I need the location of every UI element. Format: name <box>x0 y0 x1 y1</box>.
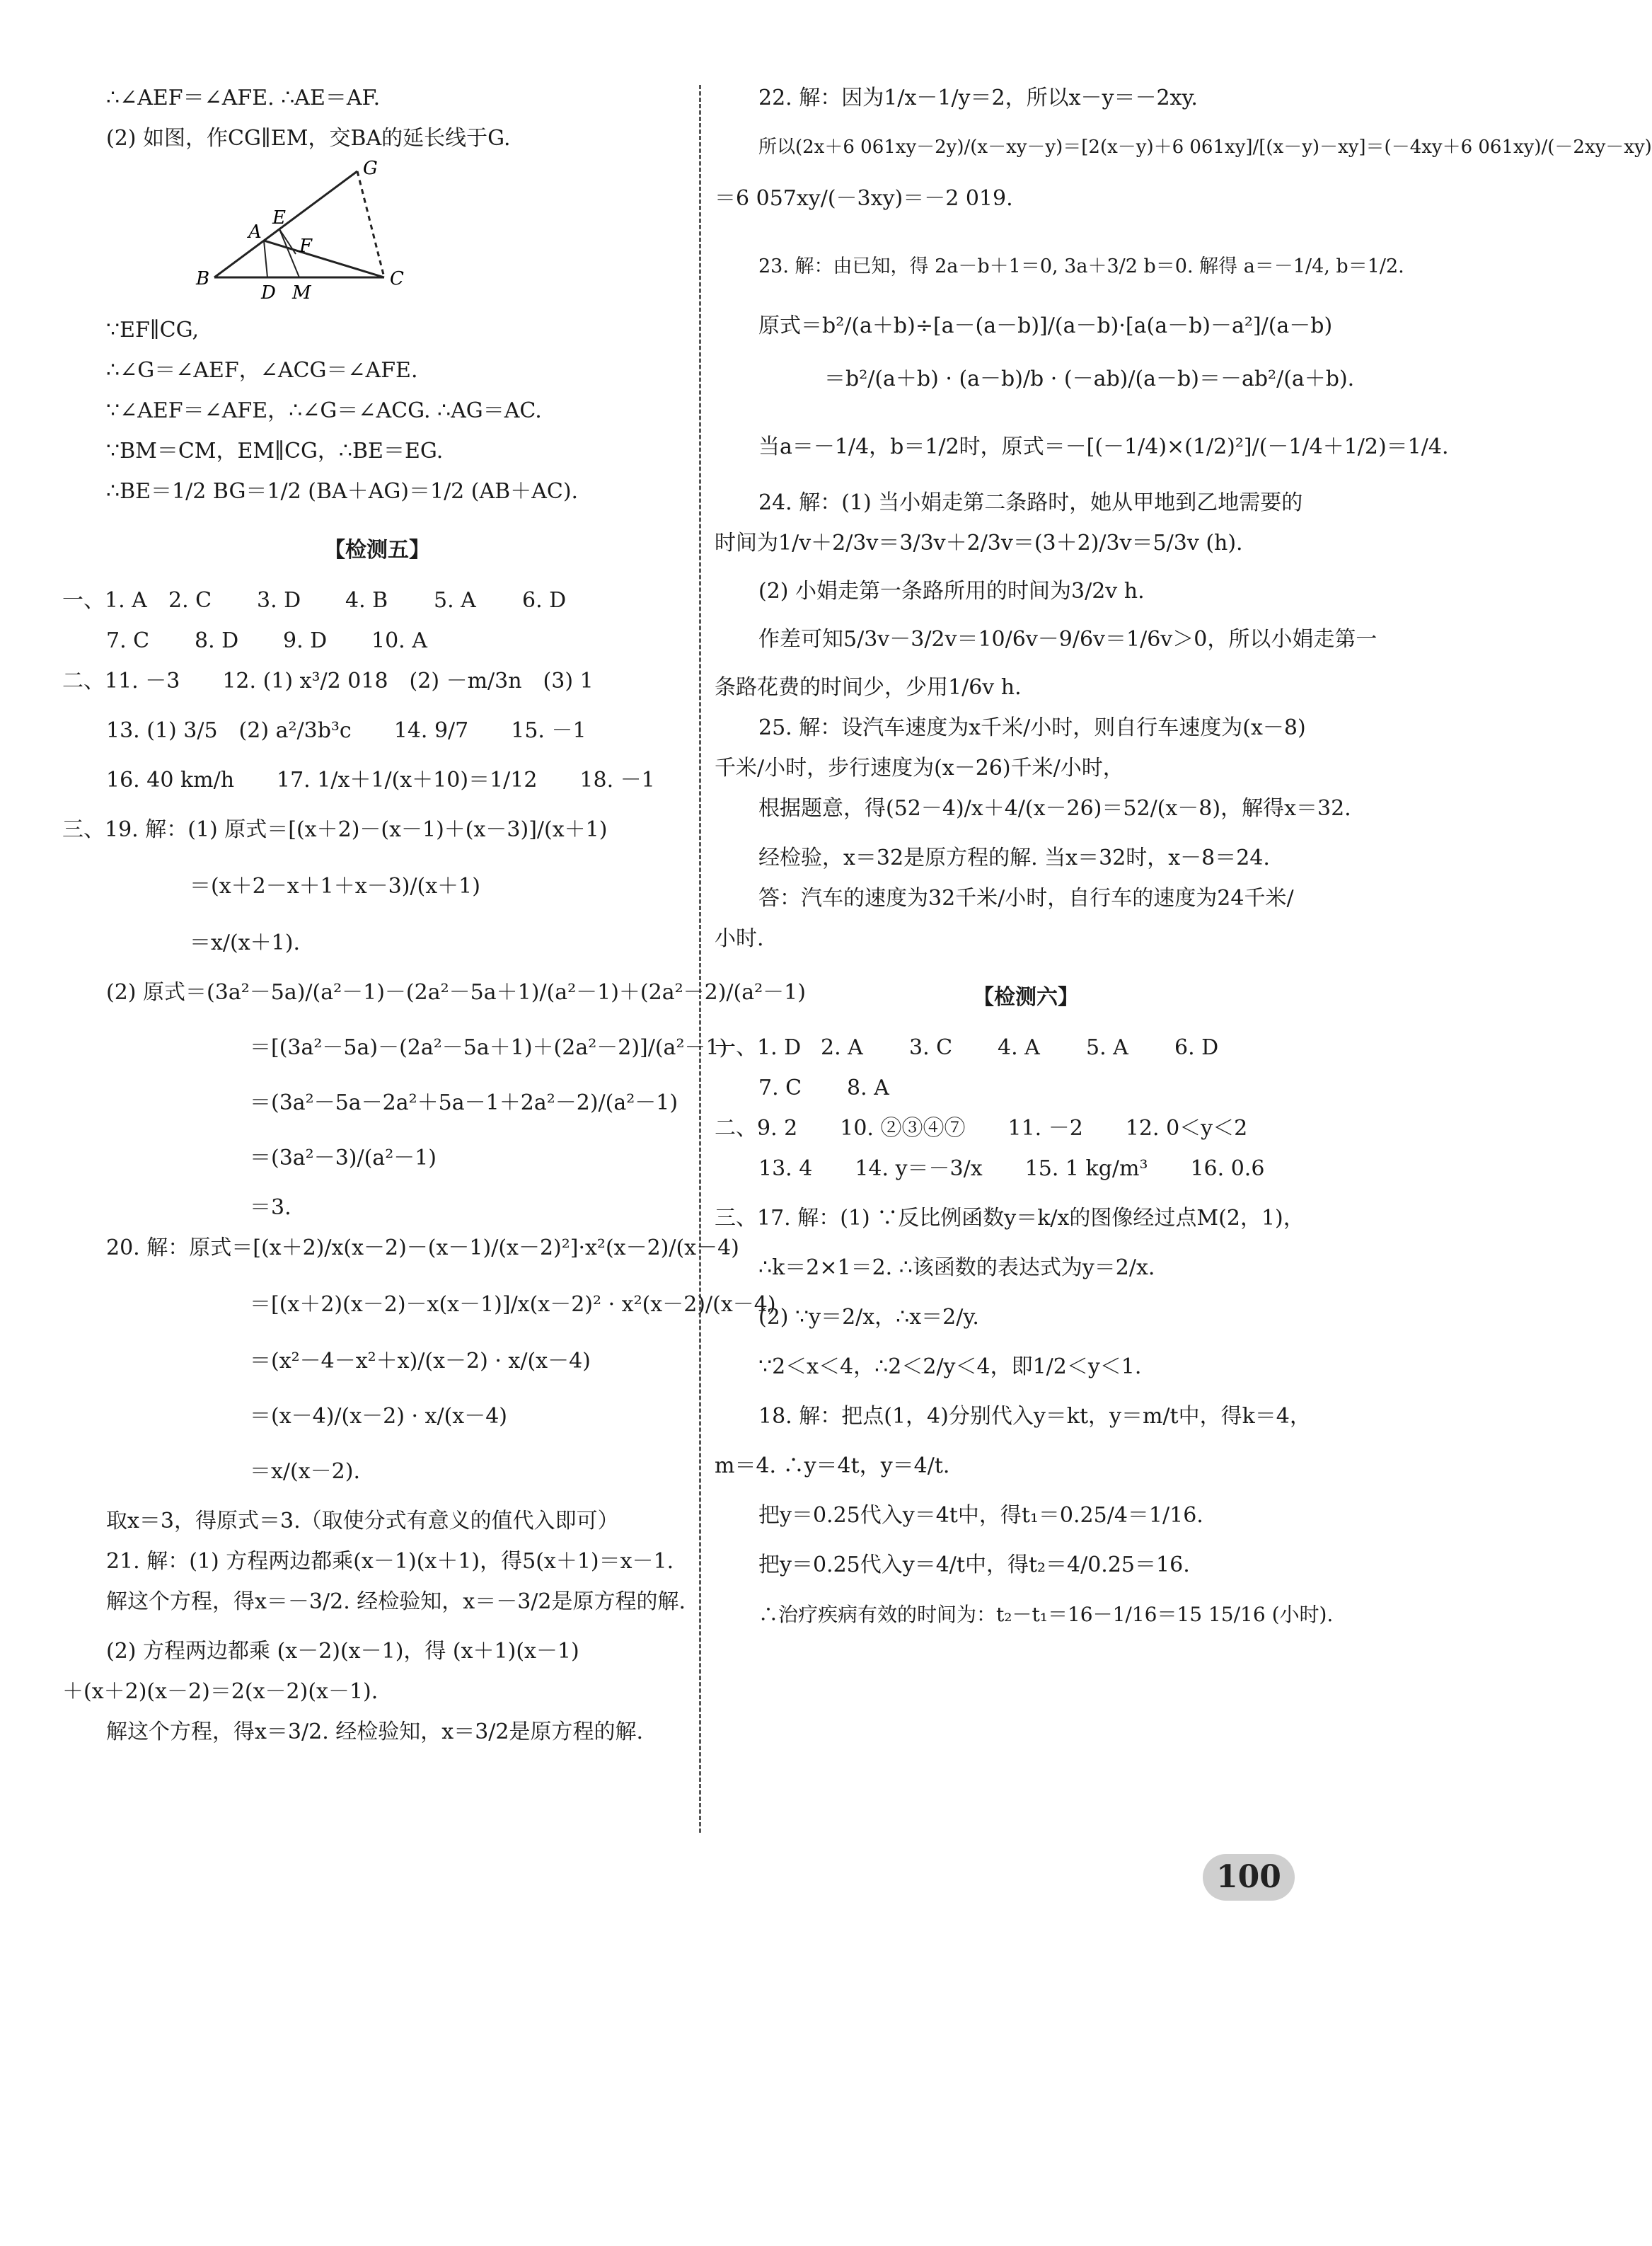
text-line: ∴BE＝1/2 BG＝1/2 (BA＋AG)＝1/2 (AB＋AC). <box>106 479 579 504</box>
text-line: 千米/小时，步行速度为(x－26)千米/小时， <box>715 756 1124 781</box>
text-line: ＝x/(x－2). <box>250 1459 360 1484</box>
answer: 7. C <box>106 628 150 653</box>
text-line: 把y＝0.25代入y＝4/t中，得t₂＝4/0.25＝16. <box>758 1553 1190 1577</box>
text-line: ＝b²/(a＋b) · (a－b)/b · (－ab)/(a－b)＝－ab²/(a＋b). <box>824 367 1355 391</box>
answer: 3. C <box>909 1035 953 1060</box>
right-column <box>715 78 1652 1635</box>
text-line: 解这个方程，得x＝－3/2. 经检验知，x＝－3/2是原方程的解. <box>106 1589 686 1614</box>
triangle-diagram <box>193 158 420 306</box>
text-line: 根据题意，得(52－4)/x＋4/(x－26)＝52/(x－8)，解得x＝32. <box>758 796 1351 821</box>
text-line: 21. 解：(1) 方程两边都乘(x－1)(x＋1)，得5(x＋1)＝x－1. <box>106 1549 674 1574</box>
column-divider <box>699 85 701 1833</box>
answer-row <box>715 1068 1337 1108</box>
text-line: m＝4. ∴y＝4t，y＝4/t. <box>715 1453 950 1478</box>
text-line: 23. 解：由已知，得 2a－b＋1＝0, 3a＋3/2 b＝0. 解得 a＝－1/4, b＝1/2. <box>758 255 1404 277</box>
text-line: 原式＝b²/(a＋b)÷[a－(a－b)]/(a－b)·[a(a－b)－a²]/(a－b) <box>758 313 1333 338</box>
answer-row <box>62 621 692 661</box>
text-line: (2) 小娟走第一条路所用的时间为3/2v h. <box>758 579 1145 604</box>
point-label: A <box>248 221 262 243</box>
text-line: 作差可知5/3v－3/2v＝10/6v－9/6v＝1/6v＞0，所以小娟走第一 <box>758 627 1377 652</box>
text-line: ∴∠AEF＝∠AFE. ∴AE＝AF. <box>106 86 381 110</box>
text-line: 当a＝－1/4，b＝1/2时，原式＝－[(－1/4)×(1/2)²]/(－1/4＋1/2)＝1/4. <box>758 434 1449 459</box>
text-line: 二、9. 2 10. ②③④⑦ 11. －2 12. 0＜y＜2 <box>715 1116 1248 1141</box>
answer: 4. A <box>998 1035 1040 1060</box>
answer-row <box>62 580 692 621</box>
text-line: ∵∠AEF＝∠AFE，∴∠G＝∠ACG. ∴AG＝AC. <box>106 398 542 423</box>
text-line: 20. 解：原式＝[(x＋2)/x(x－2)－(x－1)/(x－2)²]·x²(x－2)/(x－4) <box>106 1236 739 1260</box>
text-line: 解这个方程，得x＝3/2. 经检验知，x＝3/2是原方程的解. <box>106 1720 644 1744</box>
section-title: 【检测六】 <box>973 985 1079 1010</box>
text-line: 取x＝3，得原式＝3.（取使分式有意义的值代入即可） <box>106 1509 619 1533</box>
answer-row <box>715 1027 1337 1068</box>
text-line: 25. 解：设汽车速度为x千米/小时，则自行车速度为(x－8) <box>758 715 1306 740</box>
text-line: 小时. <box>715 926 764 951</box>
text-line: ＝(3a²－3)/(a²－1) <box>250 1146 437 1170</box>
point-label: B <box>196 268 210 289</box>
text-line: ＝(3a²－5a－2a²＋5a－1＋2a²－2)/(a²－1) <box>250 1090 678 1115</box>
point-label: F <box>299 236 313 257</box>
answer: 6. D <box>522 588 567 613</box>
answer: 2. A <box>821 1035 863 1060</box>
point-label: C <box>390 268 404 289</box>
text-line: (2) 如图，作CG∥EM，交BA的延长线于G. <box>106 126 511 151</box>
answer: 2. C <box>168 588 212 613</box>
text-line: 三、17. 解：(1) ∵反比例函数y＝k/x的图像经过点M(2，1)， <box>715 1206 1305 1231</box>
text-line: 二、11. －3 12. (1) x³/2 018 (2) －m/3n (3) 1 <box>62 669 594 693</box>
point-label: E <box>272 207 286 229</box>
text-line: (2) ∵y＝2/x，∴x＝2/y. <box>758 1305 979 1330</box>
text-line: 把y＝0.25代入y＝4t中，得t₁＝0.25/4＝1/16. <box>758 1503 1203 1528</box>
text-line: ∵2＜x＜4，∴2＜2/y＜4，即1/2＜y＜1. <box>758 1354 1142 1379</box>
text-line: ∴k＝2×1＝2. ∴该函数的表达式为y＝2/x. <box>758 1255 1155 1280</box>
text-line: ∴治疗疾病有效的时间为：t₂－t₁＝16－1/16＝15 15/16 (小时). <box>758 1603 1334 1626</box>
text-line: 答：汽车的速度为32千米/小时，自行车的速度为24千米/ <box>758 886 1294 911</box>
answer: 3. D <box>257 588 301 613</box>
answer: 8. D <box>195 628 239 653</box>
answer: 5. A <box>434 588 476 613</box>
text-line: (2) 方程两边都乘 (x－2)(x－1)，得 (x＋1)(x－1) <box>106 1639 579 1664</box>
text-line: 24. 解：(1) 当小娟走第二条路时，她从甲地到乙地需要的 <box>758 490 1303 515</box>
text-line: ＝[(x＋2)(x－2)－x(x－1)]/x(x－2)² · x²(x－2)/(x－4) <box>250 1292 776 1317</box>
text-line: 13. (1) 3/5 (2) a²/3b³c 14. 9/7 15. －1 <box>106 718 587 743</box>
text-line: 13. 4 14. y＝－3/x 15. 1 kg/m³ 16. 0.6 <box>758 1156 1265 1181</box>
text-line: ＝3. <box>250 1195 291 1220</box>
point-label: M <box>292 282 311 304</box>
answer: 10. A <box>371 628 427 653</box>
answer: 5. A <box>1086 1035 1128 1060</box>
text-line: (2) 原式＝(3a²－5a)/(a²－1)－(2a²－5a＋1)/(a²－1)＋(2a²－2)/(a²－1) <box>106 980 806 1005</box>
point-label: D <box>261 282 276 304</box>
text-line: ＝(x－4)/(x－2) · x/(x－4) <box>250 1404 507 1429</box>
text-line: 时间为1/v＋2/3v＝3/3v＋2/3v＝(3＋2)/3v＝5/3v (h). <box>715 531 1243 555</box>
text-line: 22. 解：因为1/x－1/y＝2，所以x－y＝－2xy. <box>758 86 1198 110</box>
text-line: ＝[(3a²－5a)－(2a²－5a＋1)＋(2a²－2)]/(a²－1) <box>250 1035 728 1060</box>
answer: 8. A <box>847 1076 889 1100</box>
page-number: 100 <box>1203 1854 1295 1901</box>
text-line: 经检验，x＝32是原方程的解. 当x＝32时，x－8＝24. <box>758 846 1270 870</box>
text-line: ＝6 057xy/(－3xy)＝－2 019. <box>715 186 1013 211</box>
text-line: 18. 解：把点(1，4)分别代入y＝kt，y＝m/t中，得k＝4， <box>758 1404 1311 1429</box>
text-line: ＝(x²－4－x²＋x)/(x－2) · x/(x－4) <box>250 1349 591 1373</box>
answer: 7. C <box>758 1076 802 1100</box>
section-title: 【检测五】 <box>324 538 430 563</box>
text-line: ∵BM＝CM，EM∥CG，∴BE＝EG. <box>106 439 444 463</box>
text-line: ＝x/(x＋1). <box>190 931 300 955</box>
answer: 一、1. A <box>62 588 147 613</box>
answer: 6. D <box>1174 1035 1219 1060</box>
answer: 一、1. D <box>715 1035 802 1060</box>
answer: 4. B <box>345 588 388 613</box>
text-line: ＝(x＋2－x＋1＋x－3)/(x＋1) <box>190 874 480 899</box>
text-line: ＋(x＋2)(x－2)＝2(x－2)(x－1). <box>62 1679 379 1704</box>
point-label: G <box>363 158 378 179</box>
text-line: 三、19. 解：(1) 原式＝[(x＋2)－(x－1)＋(x－3)]/(x＋1) <box>62 817 608 842</box>
text-line: ∴∠G＝∠AEF，∠ACG＝∠AFE. <box>106 358 418 383</box>
text-line: 所以(2x＋6 061xy－2y)/(x－xy－y)＝[2(x－y)＋6 061xy]/[(x－y)－xy]＝(－4xy＋6 061xy)/(－2xy－xy) <box>758 137 1652 158</box>
text-line: 条路花费的时间少，少用1/6v h. <box>715 675 1022 700</box>
text-line: ∵EF∥CG, <box>106 318 200 342</box>
text-line: 16. 40 km/h 17. 1/x＋1/(x＋10)＝1/12 18. －1 <box>106 768 655 793</box>
answer: 9. D <box>283 628 328 653</box>
